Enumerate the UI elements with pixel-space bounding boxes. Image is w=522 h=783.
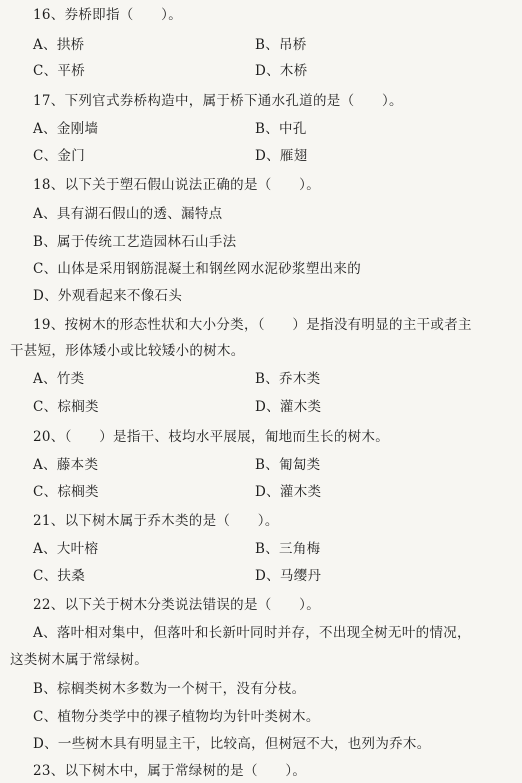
question-19-option-b: B、乔木类 (255, 371, 321, 387)
question-17-option-d: D、雁翅 (255, 148, 308, 164)
question-16-option-a: A、拱桥 (33, 37, 85, 53)
question-22-option-a-line1: A、落叶相对集中，但落叶和长新叶同时并存，不出现全树无叶的情况， (33, 625, 471, 641)
question-17-option-b: B、中孔 (255, 121, 307, 137)
question-18-option-d: D、外观看起来不像石头 (33, 288, 183, 304)
question-18-option-a: A、具有湖石假山的透、漏特点 (33, 206, 223, 222)
question-19-stem-line2: 干甚短，形体矮小或比较矮小的树木。 (10, 343, 245, 359)
question-19-option-c: C、棕榈类 (33, 399, 99, 415)
question-16-stem: 16、券桥即指（ ）。 (33, 7, 183, 23)
question-16-option-d: D、木桥 (255, 63, 308, 79)
question-17-stem: 17、下列官式券桥构造中，属于桥下通水孔道的是（ ）。 (33, 93, 403, 109)
question-20-option-a: A、藤本类 (33, 457, 99, 473)
question-19-option-d: D、灌木类 (255, 399, 322, 415)
question-20-stem: 20、（ ）是指干、枝均水平展展，匍地而生长的树木。 (33, 429, 390, 445)
question-20-option-d: D、灌木类 (255, 484, 322, 500)
question-16-option-c: C、平桥 (33, 63, 86, 79)
question-21-option-b: B、三角梅 (255, 541, 321, 557)
question-22-option-b: B、棕榈类树木多数为一个树干，没有分枝。 (33, 681, 306, 697)
question-18-stem: 18、以下关于塑石假山说法正确的是（ ）。 (33, 177, 321, 193)
question-17-option-a: A、金刚墙 (33, 121, 99, 137)
question-18-option-c: C、山体是采用钢筋混凝土和钢丝网水泥砂浆塑出来的 (33, 261, 362, 277)
question-22-option-a-line2: 这类树木属于常绿树。 (10, 652, 148, 668)
question-19-option-a: A、竹类 (33, 371, 85, 387)
question-22-option-d: D、一些树木具有明显主干，比较高，但树冠不大，也列为乔木。 (33, 736, 431, 752)
question-22-stem: 22、以下关于树木分类说法错误的是（ ）。 (33, 597, 321, 613)
question-20-option-c: C、棕榈类 (33, 484, 99, 500)
question-19-stem-line1: 19、按树木的形态性状和大小分类，（ ）是指没有明显的主干或者主 (33, 317, 472, 333)
question-21-option-a: A、大叶榕 (33, 541, 99, 557)
question-18-option-b: B、属于传统工艺造园林石山手法 (33, 234, 237, 250)
question-21-option-d: D、马缨丹 (255, 568, 322, 584)
question-21-stem: 21、以下树木属于乔木类的是（ ）。 (33, 513, 279, 529)
question-22-option-c: C、植物分类学中的裸子植物均为针叶类树木。 (33, 709, 320, 725)
question-23-stem: 23、以下树木中，属于常绿树的是（ ）。 (33, 763, 307, 779)
question-20-option-b: B、匍匐类 (255, 457, 321, 473)
question-17-option-c: C、金门 (33, 148, 86, 164)
question-21-option-c: C、扶桑 (33, 568, 86, 584)
question-16-option-b: B、吊桥 (255, 37, 307, 53)
